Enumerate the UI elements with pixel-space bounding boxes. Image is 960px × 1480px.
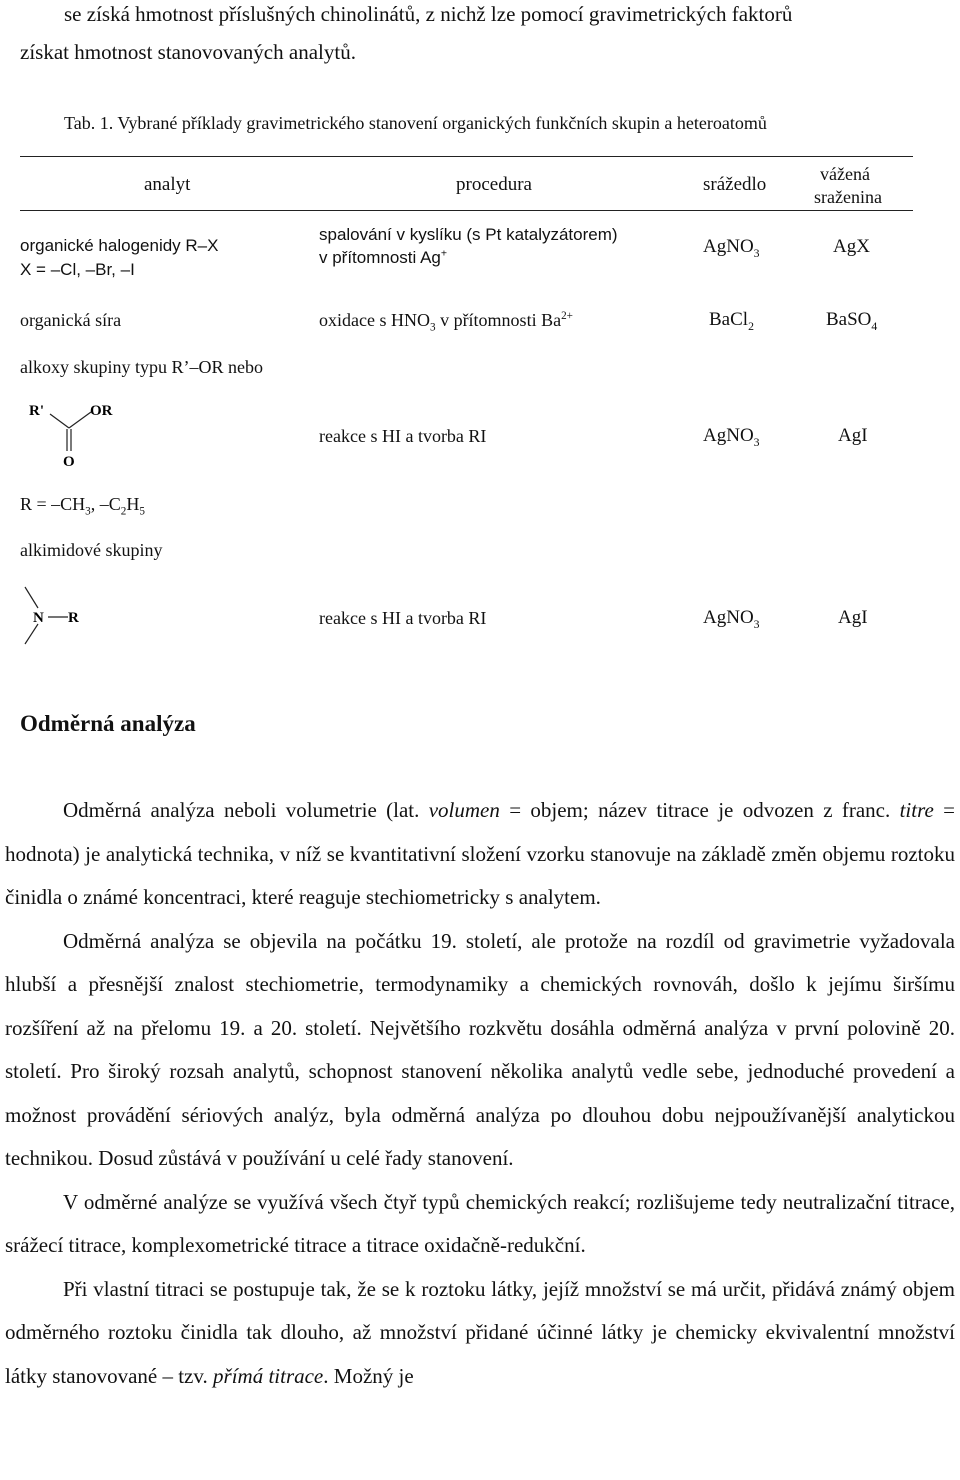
header-srazedlo: srážedlo (703, 174, 767, 195)
header-vazena-1: vážená (820, 164, 870, 184)
table-caption: Tab. 1. Vybrané příklady gravimetrického stanovení organických funkčních skupin a heteroatomů (64, 113, 767, 133)
ester-bond-left (50, 414, 69, 428)
ester-structure (20, 396, 140, 472)
imide-bond-lower (25, 624, 38, 644)
row4-precipitant: AgNO$_3$ (703, 607, 760, 631)
section-body (5, 789, 955, 1398)
row2-procedure: oxidace s $HNO_3$ v přítomnosti $Ba^{2+}$ (319, 310, 573, 334)
row4-procedure: reakce s HI a tvorba RI (319, 608, 487, 628)
intro-line-1: se získá hmotnost příslušných chinolinátů, z nichž lze pomocí gravimetrických faktorů (64, 2, 793, 26)
imide-n-label: N (33, 610, 44, 626)
imide-r-label: R (68, 610, 79, 626)
row2-analyt: organická síra (20, 310, 122, 330)
ester-o-label: O (63, 454, 75, 470)
ester-r-label: R' (29, 403, 44, 419)
row3-procedure: reakce s HI a tvorba RI (319, 426, 487, 446)
row1-procedure-line2: v přítomnosti Ag+ (319, 247, 448, 267)
paragraph-3: V odměrné analýze se využívá všech čtyř typů chemických reakcí; rozlišujeme tedy neutralizační titrace, srážecí titrace, komplexometrické titrace a titrace oxidačně-redukční. (5, 1189, 955, 1257)
header-procedura: procedura (456, 174, 532, 195)
imide-bond-upper (25, 587, 38, 608)
row3-r-definition: $R = -CH_3$, $-C_2H_5$ (20, 494, 145, 518)
table-top-rule (20, 156, 913, 157)
section-heading: Odměrná analýza (20, 711, 196, 736)
ester-bond-right (69, 412, 91, 428)
row1-analyt-line2: X = –Cl, –Br, –I (20, 260, 135, 279)
paragraph-4: Při vlastní titraci se postupuje tak, že se k roztoku látky, jejíž množství se má určit, přidává známý objem odměrného roztoku činidla tak dlouho, až množství přidané účinné látky je chemicky ekvivalentní množství látky stanovované – tzv. přímá titrace. Možný je (5, 1276, 955, 1388)
row2-product: BaSO$_4$ (826, 309, 878, 333)
row4-product: AgI (838, 607, 868, 628)
header-vazena-2: sraženina (814, 187, 882, 207)
row4-analyt: alkimidové skupiny (20, 540, 163, 560)
row1-product: AgX (833, 236, 870, 257)
intro-line-2: získat hmotnost stanovovaných analytů. (20, 40, 356, 64)
row3-product: AgI (838, 425, 868, 446)
paragraph-2: Odměrná analýza se objevila na počátku 19. století, ale protože na rozdíl od gravimetrie vyžadovala hlubší a přesnější znalost stechiometrie, termodynamiky a chemických rovnováh, došlo k jejímu širšímu rozšíření až na přelomu 19. a 20. století. Největšího rozkvětu dosáhla odměrná analýza v první polovině 20. století. Pro široký rozsah analytů, schopnost stanovení několika analytů vedle sebe, jednoduché provedení a možnost provádění sériových analýz, byla odměrná analýza po dlouhou dobu nejpoužívanější analytickou technikou. Dosud zůstává v používání u celé řady stanovení. (5, 928, 955, 1170)
imide-structure (20, 584, 110, 648)
header-analyt: analyt (144, 174, 191, 195)
row1-precipitant: AgNO$_3$ (703, 236, 760, 260)
row2-precipitant: BaCl$_2$ (709, 309, 754, 333)
row1-procedure-line1: spalování v kyslíku (s Pt katalyzátorem) (319, 225, 618, 244)
row1-analyt-line1: organické halogenidy R–X (20, 236, 219, 255)
table-header-rule (20, 210, 913, 211)
ester-or-label: OR (90, 403, 113, 419)
paragraph-1: Odměrná analýza neboli volumetrie (lat. volumen = objem; název titrace je odvozen z franc. titre = hodnota) je analytická technika, v níž se kvantitativní složení vzorku stanovuje na základě změn objemu roztoku činidla o známé koncentraci, které reaguje stechiometricky s analytem. (5, 798, 956, 909)
row3-analyt: alkoxy skupiny typu R’–OR nebo (20, 357, 263, 377)
row3-precipitant: AgNO$_3$ (703, 425, 760, 449)
